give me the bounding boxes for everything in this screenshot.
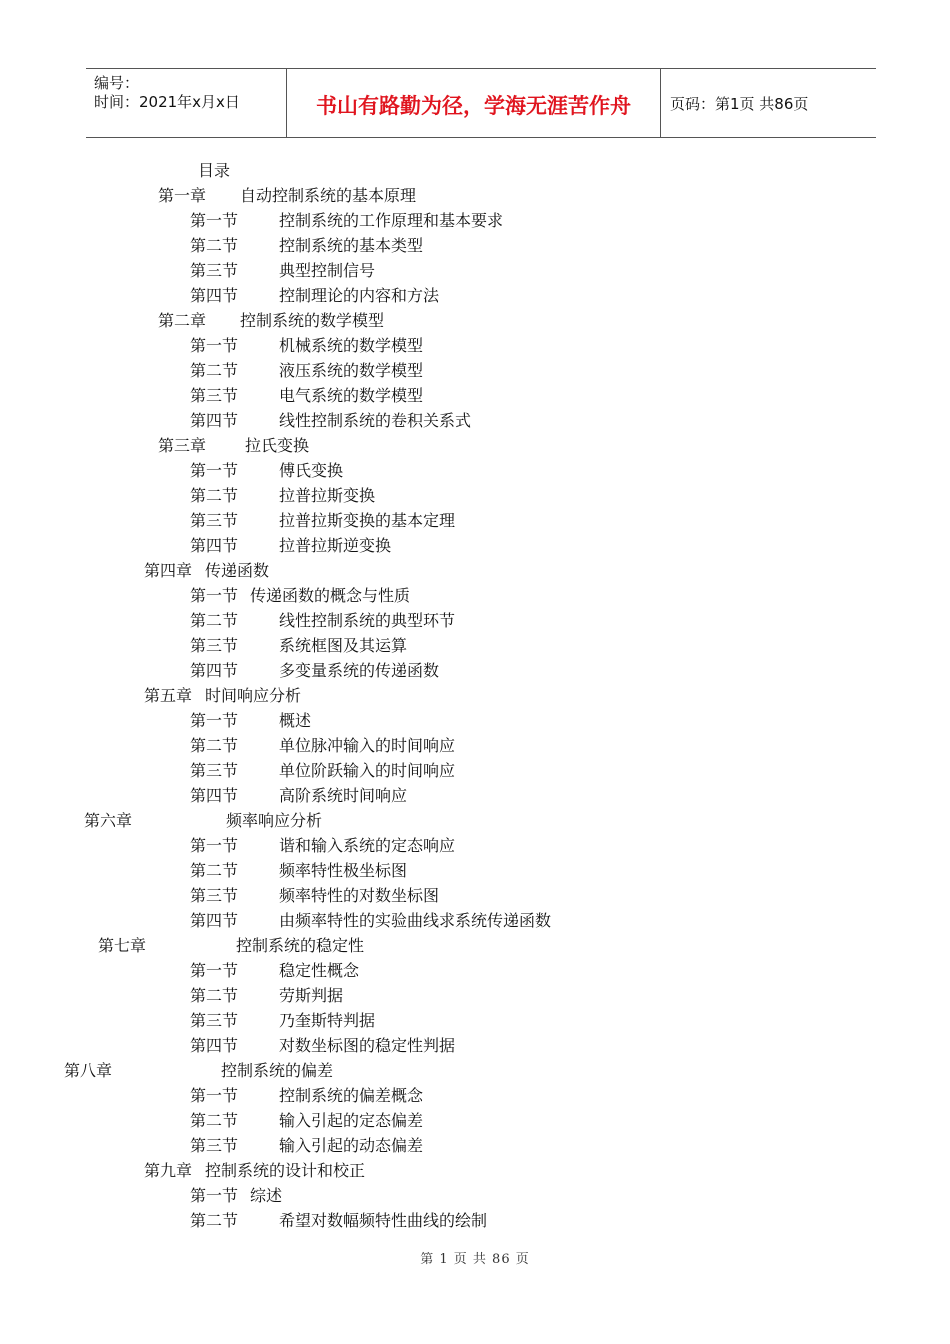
section-label: 第一节 xyxy=(190,1186,239,1205)
chapter-title: 控制系统的设计和校正 xyxy=(205,1161,366,1180)
section-title: 频率特性的对数坐标图 xyxy=(279,886,440,905)
section-label: 第二节 xyxy=(190,736,239,755)
section-title: 线性控制系统的卷积关系式 xyxy=(279,411,472,430)
chapter-title: 控制系统的稳定性 xyxy=(236,936,365,955)
section-label: 第三节 xyxy=(190,511,239,530)
section-title: 希望对数幅频特性曲线的绘制 xyxy=(279,1211,488,1230)
section-label: 第一节 xyxy=(190,586,239,605)
section-title: 电气系统的数学模型 xyxy=(279,386,424,405)
section-title: 傅氏变换 xyxy=(279,461,344,480)
section-title: 高阶系统时间响应 xyxy=(279,786,408,805)
section-label: 第四节 xyxy=(190,536,239,555)
section-label: 第二节 xyxy=(190,361,239,380)
section-title: 系统框图及其运算 xyxy=(279,636,408,655)
section-label: 第三节 xyxy=(190,886,239,905)
motto: 书山有路勤为径，学海无涯苦作舟 xyxy=(316,94,631,118)
section-title: 控制理论的内容和方法 xyxy=(279,286,440,305)
section-title: 传递函数的概念与性质 xyxy=(250,586,411,605)
section-title: 控制系统的偏差概念 xyxy=(279,1086,424,1105)
section-title: 拉普拉斯变换 xyxy=(279,486,376,505)
section-title: 劳斯判据 xyxy=(279,986,344,1005)
section-title: 输入引起的动态偏差 xyxy=(279,1136,424,1155)
section-title: 概述 xyxy=(279,711,312,730)
chapter-label: 第三章 xyxy=(158,436,207,455)
section-label: 第三节 xyxy=(190,1011,239,1030)
chapter-title: 传递函数 xyxy=(205,561,270,580)
section-title: 控制系统的基本类型 xyxy=(279,236,424,255)
section-label: 第二节 xyxy=(190,861,239,880)
section-title: 机械系统的数学模型 xyxy=(279,336,424,355)
section-title: 对数坐标图的稳定性判据 xyxy=(279,1036,456,1055)
section-label: 第四节 xyxy=(190,661,239,680)
header-middle-cell xyxy=(286,69,661,137)
section-label: 第一节 xyxy=(190,336,239,355)
section-title: 单位阶跃输入的时间响应 xyxy=(279,761,456,780)
section-label: 第一节 xyxy=(190,711,239,730)
chapter-title: 控制系统的偏差 xyxy=(221,1061,334,1080)
section-title: 典型控制信号 xyxy=(279,261,376,280)
section-label: 第一节 xyxy=(190,461,239,480)
section-title: 谐和输入系统的定态响应 xyxy=(279,836,456,855)
section-label: 第四节 xyxy=(190,411,239,430)
section-label: 第三节 xyxy=(190,636,239,655)
chapter-label: 第六章 xyxy=(84,811,133,830)
chapter-title: 控制系统的数学模型 xyxy=(240,311,385,330)
chapter-label: 第五章 xyxy=(144,686,193,705)
section-label: 第二节 xyxy=(190,611,239,630)
section-title: 液压系统的数学模型 xyxy=(279,361,424,380)
chapter-title: 频率响应分析 xyxy=(226,811,323,830)
chapter-label: 第二章 xyxy=(158,311,207,330)
section-title: 拉普拉斯变换的基本定理 xyxy=(279,511,456,530)
section-title: 综述 xyxy=(250,1186,283,1205)
chapter-label: 第七章 xyxy=(98,936,147,955)
section-label: 第四节 xyxy=(190,911,239,930)
section-label: 第二节 xyxy=(190,236,239,255)
section-title: 输入引起的定态偏差 xyxy=(279,1111,424,1130)
header-page-info: 页码：第1页 共86页 xyxy=(670,95,809,113)
section-label: 第四节 xyxy=(190,786,239,805)
section-title: 控制系统的工作原理和基本要求 xyxy=(279,211,504,230)
section-label: 第一节 xyxy=(190,211,239,230)
chapter-title: 拉氏变换 xyxy=(245,436,310,455)
chapter-label: 第九章 xyxy=(144,1161,193,1180)
chapter-label: 第四章 xyxy=(144,561,193,580)
time-label: 时间：2021年x月x日 xyxy=(94,93,240,111)
chapter-label: 第一章 xyxy=(158,186,207,205)
section-label: 第三节 xyxy=(190,386,239,405)
section-label: 第三节 xyxy=(190,761,239,780)
section-title: 乃奎斯特判据 xyxy=(279,1011,376,1030)
section-title: 多变量系统的传递函数 xyxy=(279,661,440,680)
section-title: 频率特性极坐标图 xyxy=(279,861,408,880)
section-label: 第二节 xyxy=(190,486,239,505)
section-label: 第四节 xyxy=(190,286,239,305)
chapter-title: 自动控制系统的基本原理 xyxy=(240,186,417,205)
section-label: 第四节 xyxy=(190,1036,239,1055)
section-title: 稳定性概念 xyxy=(279,961,360,980)
chapter-title: 时间响应分析 xyxy=(205,686,302,705)
chapter-label: 第八章 xyxy=(64,1061,113,1080)
header-table xyxy=(86,68,876,138)
section-label: 第二节 xyxy=(190,986,239,1005)
section-label: 第一节 xyxy=(190,961,239,980)
header-right-cell xyxy=(660,69,876,137)
section-label: 第二节 xyxy=(190,1111,239,1130)
section-label: 第二节 xyxy=(190,1211,239,1230)
header-left-cell xyxy=(86,69,286,137)
toc-title: 目录 xyxy=(198,161,231,180)
section-label: 第一节 xyxy=(190,1086,239,1105)
section-label: 第三节 xyxy=(190,261,239,280)
section-label: 第三节 xyxy=(190,1136,239,1155)
footer-page-number: 第 1 页 共 86 页 xyxy=(420,1252,530,1267)
section-title: 由频率特性的实验曲线求系统传递函数 xyxy=(279,911,552,930)
number-label: 编号： xyxy=(94,74,140,92)
section-title: 拉普拉斯逆变换 xyxy=(279,536,392,555)
section-label: 第一节 xyxy=(190,836,239,855)
section-title: 线性控制系统的典型环节 xyxy=(279,611,456,630)
section-title: 单位脉冲输入的时间响应 xyxy=(279,736,456,755)
